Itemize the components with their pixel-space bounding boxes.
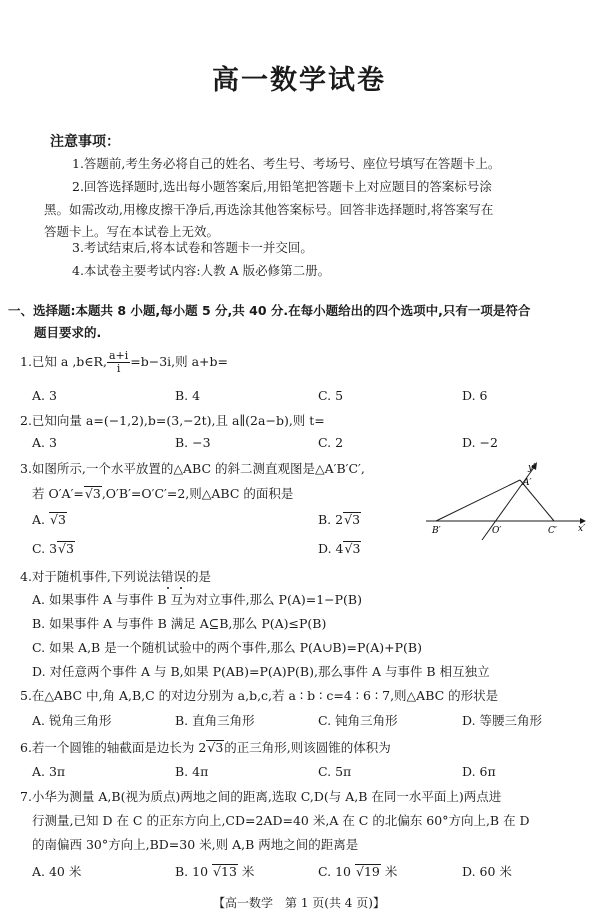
notice-line: 1.答题前,考生务必将自己的姓名、考生号、考场号、座位号填写在答题卡上。 (72, 156, 501, 171)
q3-option-b-sqrt: √3 (344, 512, 361, 527)
question-6-stem (20, 738, 391, 756)
q3-line2-post: ,O′B′=O′C′=2,则△ABC 的面积是 (101, 486, 294, 501)
label-c: C′ (548, 526, 557, 536)
q2-option-a: A. 3 (32, 435, 57, 450)
q6-option-a: A. 3π (32, 764, 66, 779)
q2-option-b: B. −3 (175, 435, 211, 450)
q3-option-d-sqrt: √3 (344, 541, 361, 556)
q3-oblique-figure (420, 458, 590, 543)
q7-option-d: D. 60 米 (462, 864, 512, 879)
q1-option-d: D. 6 (462, 388, 488, 403)
question-4-stem (20, 567, 211, 585)
q3-option-c-sqrt-value: 3 (66, 541, 74, 556)
q3-line2-pre: 若 O′A′= (32, 486, 84, 501)
q3-option-b-sqrt-value: 3 (352, 512, 361, 527)
q4-option-c: C. 如果 A,B 是一个随机试验中的两个事件,那么 P(A∪B)=P(A)+P(B) (32, 640, 422, 655)
q4-emphasis-1: 错 (160, 569, 174, 584)
q4-option-a: A. 如果事件 A 与事件 B 互为对立事件,那么 P(A)=1−P(B) (32, 592, 362, 607)
label-o: O′ (492, 526, 502, 536)
q3-option-a-sqrt: √3 (50, 512, 66, 527)
exam-title: 高一数学试卷 (212, 65, 386, 96)
q1-option-b: B. 4 (175, 388, 201, 403)
section-heading: 一、选择题:本题共 8 小题,每小题 5 分,共 40 分.在每小题给出的四个选项中,只有一项是符合 (8, 303, 531, 318)
q6-option-c: C. 5π (318, 764, 352, 779)
q7-option-b-unit: 米 (241, 864, 255, 879)
q6-option-b: B. 4π (175, 764, 209, 779)
question-7-stem: 7.小华为测量 A,B(视为质点)两地之间的距离,选取 C,D(与 A,B 在同一水平面上)两点进 (20, 789, 502, 804)
q6-option-d: D. 6π (462, 764, 496, 779)
notice-line: 黑。如需改动,用橡皮擦干净后,再选涂其他答案标号。回答非选择题时,将答案写在 (44, 202, 494, 217)
q6-stem-post: 的正三角形,则该圆锥的体积为 (224, 740, 391, 755)
q7-option-c-sqrt: √19 (355, 864, 380, 879)
page-footer: 【高一数学 第 1 页(共 4 页)】 (213, 896, 385, 910)
question-3-stem: 3.如图所示,一个水平放置的△ABC 的斜二测直观图是△A′B′C′, (20, 461, 365, 476)
q7-option-b-sqrt-value: 13 (221, 864, 237, 879)
q1-pre: 1.已知 a ,b∈R, (20, 354, 107, 369)
q2-option-c: C. 2 (318, 435, 344, 450)
q1-numerator: a+i (108, 349, 129, 362)
q6-sqrt-value: 3 (215, 740, 224, 755)
notice-line: 2.回答选择题时,选出每小题答案后,用铅笔把答题卡上对应题目的答案标号涂 (72, 179, 492, 194)
question-2-stem: 2.已知向量 a=(−1,2),b=(3,−2t),且 a∥(2a−b),则 t= (20, 413, 325, 428)
q1-fraction (107, 350, 130, 375)
question-7-stem-cont: 的南偏西 30°方向上,BD=30 米,则 A,B 两地之间的距离是 (32, 837, 359, 852)
q6-sqrt: √3 (207, 740, 224, 755)
question-1-stem (20, 350, 228, 375)
q4-option-b: B. 如果事件 A 与事件 B 满足 A⊆B,那么 P(A)≤P(B) (32, 616, 327, 631)
q3-option-c (32, 541, 75, 556)
q5-option-a: A. 锐角三角形 (32, 713, 112, 728)
q3-option-d-label: D. 4 (318, 541, 344, 556)
question-7-stem-cont: 行测量,已知 D 在 C 的正东方向上,CD=2AD=40 米,A 在 C 的北偏东 60°方向上,B 在 D (32, 813, 530, 828)
label-a: A′ (523, 478, 532, 488)
label-b: B′ (432, 526, 441, 536)
q3-option-b (318, 512, 361, 527)
q6-stem-pre: 6.若一个圆锥的轴截面是边长为 2 (20, 740, 207, 755)
q2-option-d: D. −2 (462, 435, 498, 450)
label-y: y′ (528, 463, 536, 473)
q1-option-c: C. 5 (318, 388, 344, 403)
q7-option-b (175, 862, 254, 880)
q4-stem-post: 的是 (185, 569, 211, 584)
q1-option-a: A. 3 (32, 388, 57, 403)
side-b-a (436, 480, 520, 521)
notice-line: 答题卡上。写在本试卷上无效。 (44, 224, 220, 239)
q3-option-b-label: B. 2 (318, 512, 344, 527)
q3-option-d (318, 541, 361, 556)
section-heading-cont: 题目要求的. (34, 325, 102, 340)
q4-stem-pre: 4.对于随机事件,下列说法 (20, 569, 161, 584)
q3-sqrt-value: 3 (92, 486, 101, 501)
q7-option-c-label: C. 10 (318, 864, 351, 879)
q7-option-b-sqrt: √13 (213, 864, 237, 879)
q7-option-c (318, 862, 397, 880)
q5-option-c: C. 钝角三角形 (318, 713, 398, 728)
question-5-stem: 5.在△ABC 中,角 A,B,C 的对边分别为 a,b,c,若 a ∶ b ∶ c=4 ∶ 6 ∶ 7,则△ABC 的形状是 (20, 688, 499, 703)
q5-option-d: D. 等腰三角形 (462, 713, 543, 728)
notice-line: 4.本试卷主要考试内容:人教 A 版必修第二册。 (72, 263, 331, 278)
q3-option-a-label: A. (32, 512, 46, 527)
q7-option-a: A. 40 米 (32, 864, 82, 879)
notice-line: 3.考试结束后,将本试卷和答题卡一并交回。 (72, 240, 313, 255)
q4-option-d: D. 对任意两个事件 A 与 B,如果 P(AB)=P(A)P(B),那么事件 A 与事件 B 相互独立 (32, 664, 490, 679)
q5-option-b: B. 直角三角形 (175, 713, 255, 728)
label-x: x′ (578, 524, 586, 534)
q7-option-c-sqrt-value: 19 (363, 864, 380, 879)
question-3-stem-cont (32, 484, 293, 502)
q3-sqrt: √3 (84, 486, 101, 501)
q3-option-d-sqrt-value: 3 (352, 541, 361, 556)
q3-option-a-sqrt-value: 3 (57, 512, 66, 527)
q4-emphasis-2: 误 (173, 569, 186, 584)
notice-heading: 注意事项： (50, 134, 120, 150)
q3-option-c-label: C. 3 (32, 541, 58, 556)
q1-post: =b−3i,则 a+b= (130, 354, 228, 369)
q7-option-c-unit: 米 (384, 864, 398, 879)
q7-option-b-label: B. 10 (175, 864, 209, 879)
q3-option-a (32, 512, 67, 527)
q1-denominator: i (116, 362, 121, 375)
q3-option-c-sqrt: √3 (58, 541, 74, 556)
